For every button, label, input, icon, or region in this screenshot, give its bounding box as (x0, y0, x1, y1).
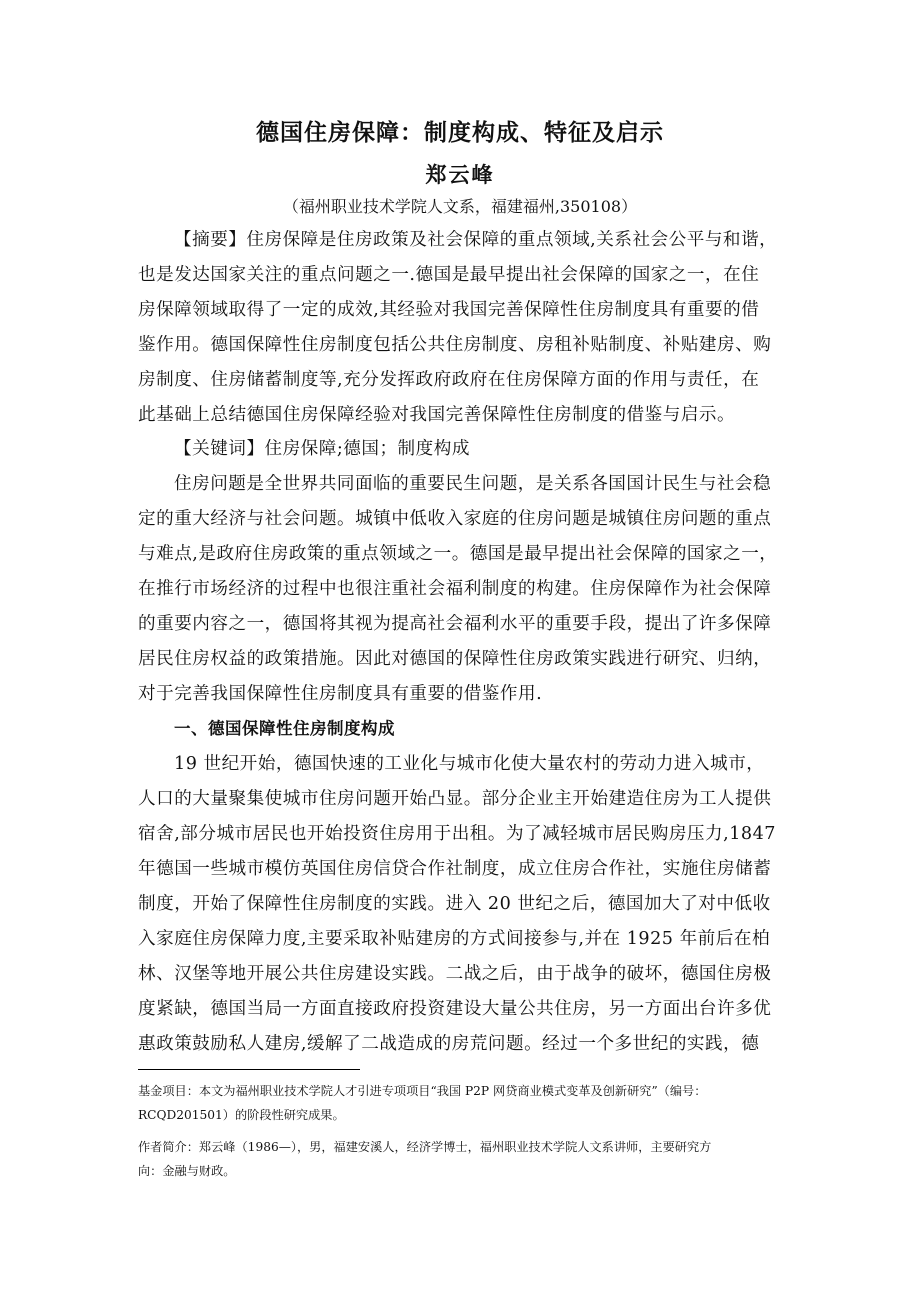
keywords: 【关键词】住房保障;德国；制度构成 (174, 439, 470, 459)
author-name: 郑云峰 (425, 163, 495, 187)
abstract-line: 房保障领域取得了一定的成效,其经验对我国完善保障性住房制度具有重要的借 (138, 300, 760, 320)
body-line: 入家庭住房保障力度,主要采取补贴建房的方式间接参与,并在 1925 年前后在柏 (138, 929, 771, 949)
body-line: 对于完善我国保障性住房制度具有重要的借鉴作用. (138, 684, 543, 704)
paper-title: 德国住房保障：制度构成、特征及启示 (256, 120, 664, 146)
footnote-line: 向：金融与财政。 (138, 1164, 236, 1178)
author-affiliation: （福州职业技术学院人文系，福建福州,350108） (282, 197, 638, 216)
body-line: 的重要内容之一，德国将其视为提高社会福利水平的重要手段，提出了许多保障 (138, 614, 772, 634)
body-line: 年德国一些城市模仿英国住房信贷合作社制度，成立住房合作社，实施住房储蓄 (138, 859, 772, 879)
body-line: 惠政策鼓励私人建房,缓解了二战造成的房荒问题。经过一个多世纪的实践，德 (138, 1034, 760, 1054)
body-line: 定的重大经济与社会问题。城镇中低收入家庭的住房问题是城镇住房问题的重点 (138, 509, 772, 529)
body-line: 19 世纪开始，德国快速的工业化与城市化使大量农村的劳动力进入城市， (174, 754, 765, 774)
abstract-line: 鉴作用。德国保障性住房制度包括公共住房制度、房租补贴制度、补贴建房、购 (138, 335, 772, 355)
body-line: 与难点,是政府住房政策的重点领域之一。德国是最早提出社会保障的国家之一， (138, 544, 778, 564)
footnote-line: 基金项目：本文为福州职业技术学院人才引进专项项目“我国 P2P 网贷商业模式变革及创新研究”（编号： (138, 1084, 707, 1098)
abstract-line: 此基础上总结德国住房保障经验对我国完善保障性住房制度的借鉴与启示。 (138, 405, 736, 425)
body-line: 林、汉堡等地开展公共住房建设实践。二战之后，由于战争的破坏，德国住房极 (138, 964, 772, 984)
abstract-line: 也是发达国家关注的重点问题之一.德国是最早提出社会保障的国家之一，在住 (138, 265, 760, 285)
body-line: 住房问题是全世界共同面临的重要民生问题，是关系各国国计民生与社会稳 (174, 474, 772, 494)
body-line: 居民住房权益的政策措施。因此对德国的保障性住房政策实践进行研究、归纳， (138, 649, 772, 669)
footnote-line: 作者简介：郑云峰（1986—），男，福建安溪人，经济学博士，福州职业技术学院人文系讲师，主要研究方 (138, 1140, 712, 1154)
section-heading: 一、德国保障性住房制度构成 (174, 719, 395, 738)
body-line: 度紧缺，德国当局一方面直接政府投资建设大量公共住房，另一方面出台许多优 (138, 999, 772, 1019)
body-line: 在推行市场经济的过程中也很注重社会福利制度的构建。住房保障作为社会保障 (138, 579, 772, 599)
body-line: 宿舍,部分城市居民也开始投资住房用于出租。为了减轻城市居民购房压力,1847 (138, 824, 776, 844)
abstract-line: 房制度、住房储蓄制度等,充分发挥政府政府在住房保障方面的作用与责任，在 (138, 370, 760, 390)
abstract-line: 【摘要】住房保障是住房政策及社会保障的重点领域,关系社会公平与和谐， (174, 230, 778, 250)
body-line: 人口的大量聚集使城市住房问题开始凸显。部分企业主开始建造住房为工人提供 (138, 789, 772, 809)
footnote-divider (138, 1069, 360, 1070)
body-line: 制度，开始了保障性住房制度的实践。进入 20 世纪之后，德国加大了对中低收 (138, 894, 771, 914)
footnote-line: RCQD201501）的阶段性研究成果。 (138, 1108, 345, 1122)
